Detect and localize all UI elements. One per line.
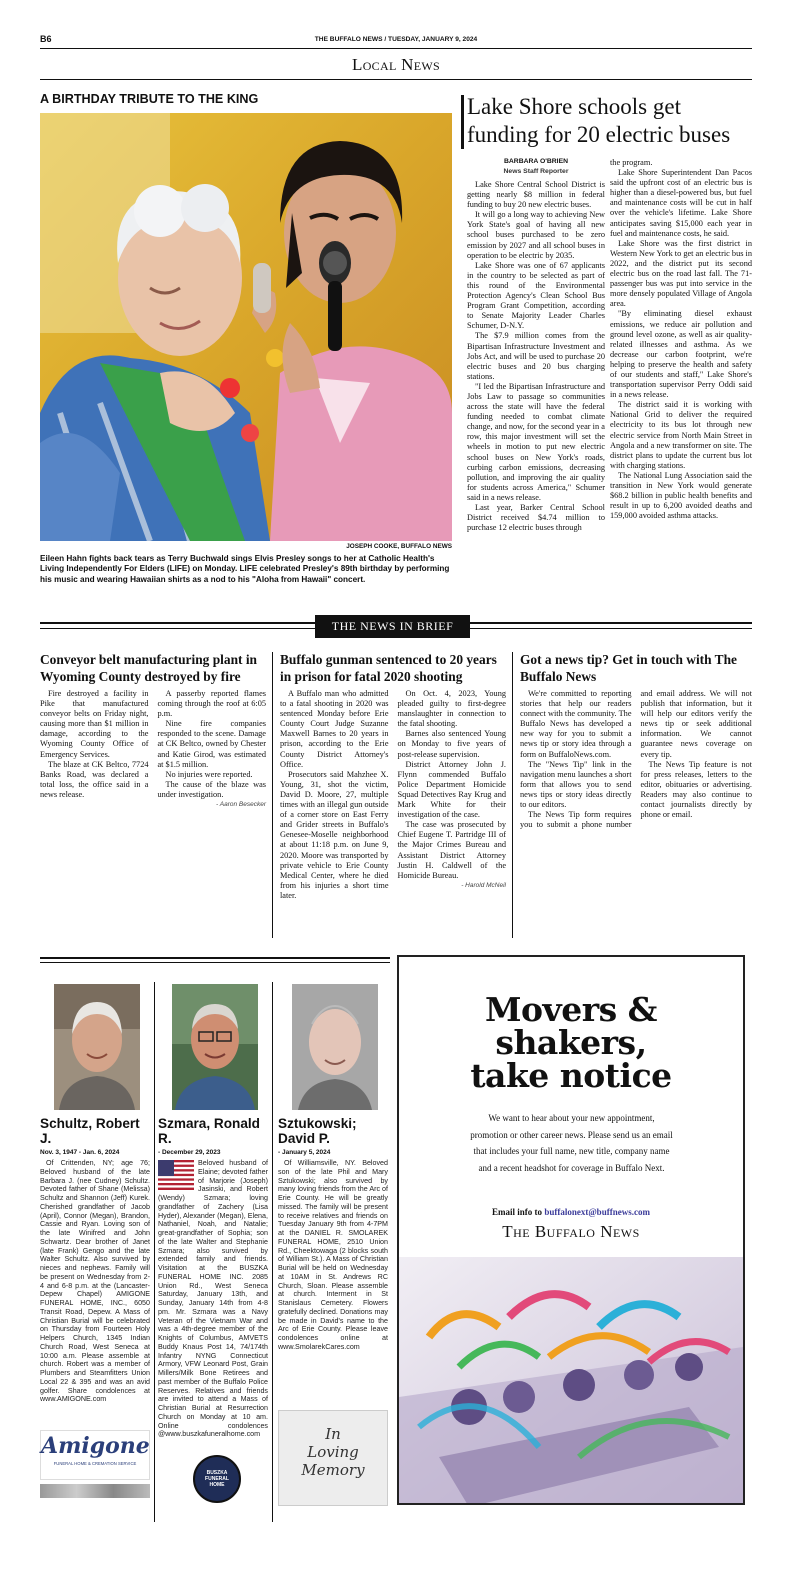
- ad-email-line: [399, 1207, 743, 1217]
- brief-paragraph: We're committed to reporting stories that help our readers connect with the community. The Buffalo News has developed a new way for you to submit a news tip or story idea through a form on BuffaloNews.com.: [520, 689, 632, 759]
- obit-text: [158, 1159, 268, 1439]
- obit-name: Schultz, Robert J.: [40, 1116, 140, 1146]
- obit-photo-szmara: [172, 984, 258, 1110]
- brief-divider-1: [272, 652, 273, 938]
- ad-body: We want to hear about your new appointment, promotion or other career news. Please send us an email that includes your full name, new title, company name and a recent headshot for coverage in Buffalo Next.: [470, 1113, 673, 1173]
- lead-paragraph: It will go a long way to achieving New York State's goal of having all new school buses purchased to be zero emission by 2027 and all school buses in operation to be electric by 2035.: [467, 210, 605, 260]
- obit-name: Sztukowski; David P.: [278, 1116, 357, 1146]
- brief-paragraph: The cause of the blaze was under investigation.: [157, 779, 266, 799]
- lead-paragraph: Last year, Barker Central School District received $4.74 million to purchase 12 electric buses through: [467, 503, 605, 533]
- section-title: Local News: [352, 55, 440, 74]
- brief-headline: Conveyor belt manufacturing plant in Wyoming County destroyed by fire: [40, 652, 257, 684]
- brief-paragraph: No injuries were reported.: [165, 769, 253, 779]
- lead-paragraph: The National Lung Association said the transition in New York would generate $68.2 billion in public health benefits and result in up to 6,200 avoided deaths and 159,000 avoided asthma attacks.: [610, 470, 752, 521]
- ad-email-link[interactable]: buffalonext@buffnews.com: [544, 1207, 650, 1217]
- byline-name: BARBARA O'BRIEN: [503, 158, 569, 165]
- lead-paragraph: Lake Shore Central School District is getting nearly $8 million in federal funding to buy 20 new electric buses.: [467, 180, 605, 210]
- brief-paragraph: The case was prosecuted by Chief Eugene T. Partridge III of the Major Crimes Bureau and Assistant District Attorney Justin H. Caldwell of the Homicide Bureau.: [397, 820, 506, 880]
- elvis-tribute-photo: [40, 113, 452, 541]
- obit-schultz: [40, 1117, 150, 1404]
- brief-body: [280, 689, 506, 901]
- brief-paragraph: The blaze at CK Beltco, 7724 Banks Road, was declared a total loss, the office said in a news release.: [40, 759, 149, 799]
- memory-line: In: [325, 1425, 341, 1443]
- lead-story-rule: [461, 95, 464, 149]
- obit-dates: Nov. 3, 1947 - Jan. 6, 2024: [40, 1149, 120, 1157]
- ad-email-label: Email info to: [492, 1207, 545, 1217]
- obit-photo-schultz: [54, 984, 140, 1110]
- amigone-logo-text: Amigone: [41, 1433, 150, 1459]
- obit-szmara: [158, 1117, 268, 1439]
- lead-paragraph: The district said it is working with National Grid to deliver the required electricity to its bus lot through new electric service from North Main Street in Angola and a new transformer on site. The district plans to update the current bus lot with charging stations.: [610, 400, 752, 470]
- lead-headline: Lake Shore schools get funding for 20 electric buses: [467, 94, 731, 147]
- brief-paragraph: District Attorney John J. Flynn commended Buffalo Police Department Homicide Squad Detectives Ray Krug and Mark White for their investigation of the case.: [397, 759, 506, 820]
- brief-paragraph: The News Tip feature is not for press releases, letters to the editor, obituaries or advertising. Readers may also continue to contact journalists directly by phone or email.: [640, 759, 752, 820]
- photo-caption: Eileen Hahn fights back tears as Terry Buchwald sings Elvis Presley songs to her at Catholic Health's Living Independently For Elders (LIFE) on Monday. LIFE celebrated Presley's 89th birthday by performing his music and wearing Hawaiian shirts as a nod to his "Aloha from Hawaii" concert.: [40, 554, 450, 584]
- brief-headline: Buffalo gunman sentenced to 20 years in prison for fatal 2020 shooting: [280, 652, 497, 684]
- obit-divider-1: [154, 982, 155, 1522]
- obit-dates: - December 29, 2023: [158, 1149, 221, 1157]
- lead-paragraph: Lake Shore was one of 67 applicants in the country to be selected as part of this round of the Environmental Protection Agency's Clean School Bus Program Grant Competition, according to Senate Majority Leader Charles Schumer, D-N.Y.: [467, 260, 605, 331]
- header-rule-bottom: [40, 79, 752, 80]
- amigone-photo-strip: [40, 1484, 150, 1498]
- lead-paragraph-continued: the program.: [610, 158, 653, 167]
- lead-paragraph: Lake Shore Superintendent Dan Pacos said the upfront cost of an electric bus is higher than a diesel-powered bus, but fuel and maintenance costs will be cut in half over the vehicle's lifetime. Lake Shore anticipates saving $15,000 each year in fuel and maintenance costs, he said.: [610, 168, 752, 238]
- brief-byline: - Aaron Besecker: [216, 801, 266, 809]
- ad-office-illustration: [399, 1257, 743, 1505]
- photo-credit: JOSEPH COOKE, BUFFALO NEWS: [346, 543, 452, 550]
- ad-logo: The Buffalo News: [502, 1222, 640, 1241]
- byline-title: News Staff Reporter: [503, 168, 569, 175]
- american-flag-icon: [158, 1160, 194, 1190]
- lead-story-column-2: [610, 158, 752, 521]
- brief-paragraph: On Oct. 4, 2023, Young pleaded guilty to first-degree manslaughter in connection to the fatal shooting.: [397, 689, 506, 729]
- brief-byline: - Harold McNeil: [461, 881, 506, 889]
- obit-divider-2: [272, 982, 273, 1522]
- obit-rule-top-thin: [40, 962, 390, 963]
- lead-paragraph: Lake Shore was the first district in Western New York to get an electric bus in 2022, and the district put its second electric bus on the road last fall. The 71-passenger bus was put into service in the more densely populated Village of Angola area.: [610, 238, 752, 309]
- amigone-logo: [40, 1430, 150, 1480]
- lead-story-column-1: [467, 180, 605, 533]
- obit-photo-sztukowski: [292, 984, 378, 1110]
- ad-headline: Movers & shakers, take notice: [470, 990, 672, 1095]
- lead-paragraph: The $7.9 million comes from the Bipartisan Infrastructure Investment and Jobs Act, and will be used to purchase 20 electric buses and 20 bus charging stations.: [467, 331, 605, 381]
- lead-paragraph: "I led the Bipartisan Infrastructure and Jobs Law to passage so communities across the state will have the federal funding needed to combat climate change, and now, for the second year in a row, this major investment will set the wheels in motion to put new electric school buses on New York's roads, curbing carbon emissions, decreasing pollution, and improving the air quality for students across America," Schumer said in a news release.: [467, 381, 605, 502]
- obit-text: Of Williamsville, NY. Beloved son of the late Phil and Mary Sztukowski; also survived by many loving friends from the Arc of Erie County. He will be greatly missed. The family will be present to receive relatives and friends on Tuesday January 9th from 4-7PM at the DANIEL R. SMOLAREK FUNERAL HOME, 2510 Union Rd., Cheektowaga (2 blocks south of William St.). A Mass of Christian Burial will be held on Wednesday at 10AM in St. Andrews RC Church, Sloan. Please assemble at church. Interment in St Stanislaus Cemetery. Flowers gratefully declined. Donations may be made in David's name to the Arc of Erie County. Please leave condolences online at www.SmolarekCares.com: [278, 1159, 388, 1351]
- brief-headline: Got a news tip? Get in touch with The Buffalo News: [520, 652, 737, 684]
- brief-item-shooting: [280, 652, 506, 901]
- buszka-logo-text: BUSZKA FUNERAL HOME: [205, 1470, 229, 1488]
- obit-rule-top: [40, 957, 390, 959]
- memory-line: Memory: [301, 1461, 365, 1479]
- brief-divider-2: [512, 652, 513, 938]
- buffalo-next-ad[interactable]: [397, 955, 745, 1505]
- brief-banner: THE NEWS IN BRIEF: [315, 615, 470, 638]
- brief-item-fire: [40, 652, 266, 810]
- brief-paragraph: The "News Tip" link in the navigation menu launches a short form that allows you to send news tips or story ideas directly to our editors.: [520, 759, 632, 810]
- page-number: B6: [40, 34, 52, 44]
- obit-text: Of Crittenden, NY; age 76; Beloved husband of the late Barbara J. (nee Cudney) Schultz. Devoted father of Shane (Melissa) Schultz and Shannon (Jeff) Kurek. Cherished grandfather of Jacob (April), Connor (Megan), Brandon, Cassie and Ryan. Loving son of the late Winifred and John Schwartz. Dear brother of Janet (late Frank) Gengo and the late Walter Schultz. Also survived by nieces and nephews. Family will be present on Wednesday from 2-4 and 6-8 p.m. at the (Lancaster-Depew Chapel) AMIGONE FUNERAL HOME, INC., 6050 Transit Road, Depew. A Mass of Christian Burial will be celebrated on Thursday from Fourteen Holy Helpers Church, 1345 Indian Church Road, West Seneca at 10:00 a.m. Please assemble at church. Robert was a member of Plumbers and Steamfitters Union Local 22 & 395 and was an avid golfer. Share condolences at www.AMIGONE.com: [40, 1159, 150, 1404]
- brief-paragraph: The News Tip form requires you to submit a phone number and email address. We will not publish that information, but it will help our editors verify the news tip or seek additional information. We cannot guarantee news coverage on every tip.: [520, 689, 752, 830]
- obit-dates: - January 5, 2024: [278, 1149, 331, 1157]
- dateline: THE BUFFALO NEWS / TUESDAY, JANUARY 9, 2024: [314, 36, 478, 43]
- obit-sztukowski: [278, 1117, 388, 1352]
- brief-body: [520, 689, 752, 830]
- memory-line: Loving: [307, 1443, 359, 1461]
- lead-paragraph: "By eliminating diesel exhaust emissions, we reduce air pollution and ground level ozone, as well as air quality-related illnesses and asthma. As we decrease our carbon footprint, we're helping to preserve the health and safety of our students and staff," Lake Shore's transportation supervisor Perry Oddi said in a news release.: [610, 309, 752, 400]
- buszka-logo: [193, 1455, 241, 1503]
- brief-paragraph: A Buffalo man who admitted to a fatal shooting in 2020 was sentenced Monday before Erie County Court Judge Suzanne Maxwell Barnes to 20 years in prison, according to the Erie County District Attorney's Office.: [280, 689, 389, 769]
- in-loving-memory-panel: [278, 1410, 388, 1506]
- brief-paragraph: Fire destroyed a facility in Pike that manufactured conveyor belts on Friday night, causing more than $1 million in damage, according to the Wyoming County Office of Emergency Services.: [40, 689, 149, 759]
- brief-body: [40, 689, 266, 810]
- obit-name: Szmara, Ronald R.: [158, 1116, 260, 1146]
- header-rule-top: [40, 48, 752, 49]
- tribute-kicker: A BIRTHDAY TRIBUTE TO THE KING: [40, 92, 259, 106]
- amigone-logo-subtext: FUNERAL HOME & CREMATION SERVICE: [53, 1461, 137, 1466]
- brief-paragraph: Prosecutors said Mahzhee X. Young, 31, shot the victim, David D. Moore, 27, multiple times with an illegal gun outside of a corner store on East Ferry and Grider streets in Buffalo's Genesee-Moselle neighborhood at about 11:18 p.m. on June 9, 2020. Moore was transported by private vehicle to Erie County Medical Center, where he died from his injuries a short time later.: [280, 769, 389, 900]
- brief-item-news-tip: [520, 652, 752, 830]
- brief-paragraph: A passerby reported flames coming through the roof at 6:05 p.m.: [157, 689, 266, 719]
- brief-paragraph: Nine fire companies responded to the scene. Damage at CK Beltco, owned by Chester and Katie Girod, was estimated at $1.5 million.: [157, 719, 266, 769]
- obit-text-body: Beloved husband of Elaine; devoted father of Marjorie (Joseph) Jasinski, and Robert (Wendy) Szmara; loving grandfather of Zachery (Lisa Hyder), Alexander (Megan), Elena, Nathaniel, Noah, and Natalie; great-grandfather of Sophia; son of the late Walter and Stephanie Szmara; also survived by extended family and friends. Visitation at the BUSZKA FUNERAL HOME INC. 2085 Union Rd., West Seneca Saturday, January 13th, and Sunday, January 14th from 4-8 pm. Mr. Szmara was a Navy Veteran of the Vietnam War and was a 4th-degree member of the Knights of Columbus, AMVETS Buddy Knaus Post 14, 74/174th Infantry NYNG Connecticut Armory, VFW Leonard Post, Grain Millers/Milk Bone Retirees and past member of the Buffalo Police Reserves. Relatives and friends are invited to attend a Mass of Christian Burial at Resurrection Church on Monday at 10 am. Online condolences @www.buszkafuneralhome.com: [158, 1159, 268, 1439]
- brief-paragraph: Barnes also sentenced Young on Monday to five years of post-release supervision.: [397, 729, 506, 759]
